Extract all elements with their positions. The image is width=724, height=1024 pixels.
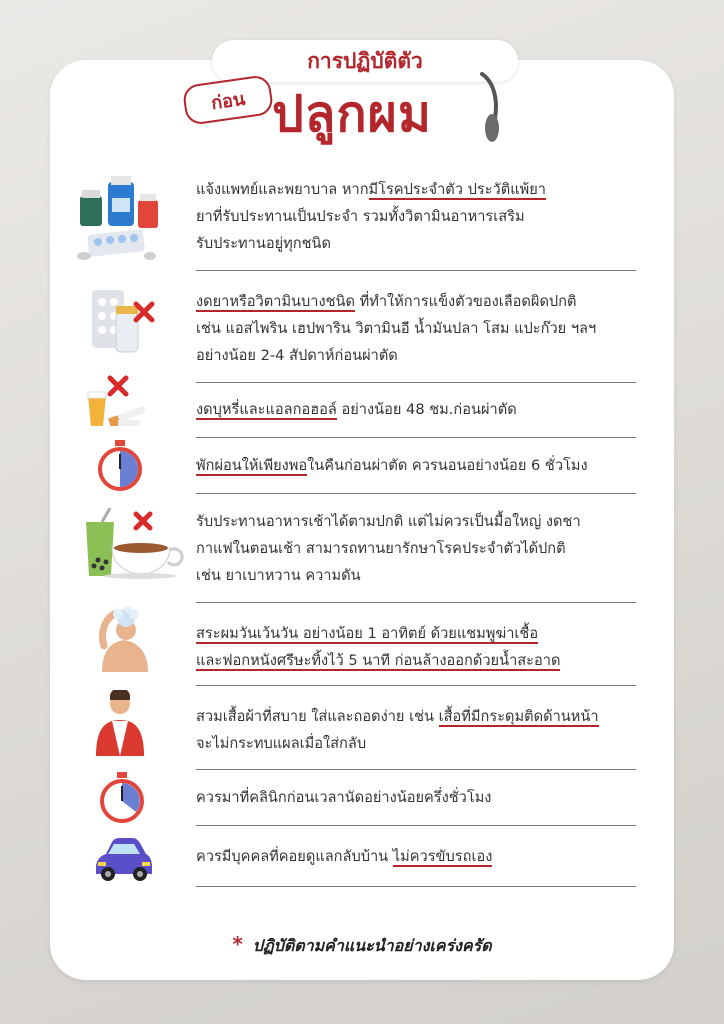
badge-label: ก่อน	[209, 88, 247, 114]
item-3-text	[196, 396, 636, 423]
footer-note	[0, 932, 724, 959]
item-6-part-2: และฟอกหนังศรีษะทิ้งไว้ 5 นาที ก่อนล้างออกด้วยน้ำสะอาด	[196, 652, 561, 669]
item-6-part-1: สระผมวันเว้นวัน อย่างน้อย 1 อาทิตย์ ด้วยแชมพูฆ่าเชื้อ	[196, 625, 539, 642]
item-7-part-2: เสื้อที่มีกระดุมติดด้านหน้า	[438, 708, 599, 725]
separator	[196, 769, 636, 770]
item-2-part-2: ที่ทำให้การแข็งตัวของเลือดผิดปกติ	[354, 293, 577, 310]
item-8-text	[196, 784, 636, 811]
separator	[196, 382, 636, 383]
item-5-part-3: เช่น ยาเบาหวาน ความดัน	[196, 567, 361, 584]
item-4-part-2: ในคืนก่อนผ่าตัด ควรนอนอย่างน้อย 6 ชั่วโมง	[307, 457, 588, 474]
asterisk: *	[232, 932, 243, 956]
item-4-text	[196, 452, 636, 479]
item-2-part-1: งดยาหรือวิตามินบางชนิด	[196, 293, 355, 310]
item-8-part-1: ควรมาที่คลินิกก่อนเวลานัดอย่างน้อยครึ่งชั่วโมง	[196, 789, 492, 806]
separator	[196, 270, 636, 271]
item-7-part-3: จะไม่กระทบแผลเมื่อใส่กลับ	[196, 735, 367, 752]
car-icon	[90, 834, 154, 884]
item-9-part-1: ควรมีบุคคลที่คอยดูแลกลับบ้าน	[196, 848, 393, 865]
item-2-part-4: อย่างน้อย 2-4 สัปดาห์ก่อนผ่าตัด	[196, 347, 398, 364]
shirt-person-icon	[92, 690, 148, 758]
separator	[196, 437, 636, 438]
no-coffee-icon	[80, 508, 188, 580]
subtitle: การปฏิบัติตัว	[307, 48, 423, 73]
item-1-part-3: ยาที่รับประทานเป็นประจำ รวมทั้งวิตามินอาหารเสริม	[196, 208, 525, 225]
footer-text: ปฏิบัติตามคำแนะนำอย่างเคร่งครัด	[252, 936, 492, 955]
separator	[196, 685, 636, 686]
page-title: ปลูกผม	[272, 85, 432, 143]
stopwatch-icon	[96, 438, 144, 492]
item-5-part-1: รับประทานอาหารเช้าได้ตามปกติ แต่ไม่ควรเป็นมื้อใหญ่ งดชา	[196, 513, 581, 530]
item-3-part-2: อย่างน้อย 48 ชม.ก่อนผ่าตัด	[336, 401, 517, 418]
hair-strand-icon	[476, 72, 502, 146]
item-7-part-1: สวมเสื้อผ้าที่สบาย ใส่และถอดง่าย เช่น	[196, 708, 439, 725]
item-4-part-1: พักผ่อนให้เพียงพอ	[196, 457, 308, 474]
no-smoking-alcohol-icon	[84, 374, 150, 432]
no-pills-icon	[86, 284, 162, 360]
item-6-text	[196, 620, 636, 674]
item-3-part-1: งดบุหรี่และแอลกอฮอล์	[196, 401, 337, 418]
separator	[196, 493, 636, 494]
item-5-part-2: กาแฟในตอนเช้า สามารถทานยารักษาโรคประจำตัวได้ปกติ	[196, 540, 566, 557]
stopwatch-icon	[98, 770, 146, 824]
item-7-text	[196, 703, 636, 757]
separator	[196, 602, 636, 603]
item-1-part-4: รับประทานอยู่ทุกชนิด	[196, 235, 331, 252]
separator	[196, 886, 636, 887]
item-9-part-2: ไม่ควรขับรถเอง	[392, 848, 493, 865]
item-1-part-2: มีโรคประจำตัว ประวัติแพ้ยา	[368, 181, 546, 198]
separator	[196, 825, 636, 826]
item-5-text	[196, 508, 636, 589]
item-1-part-1: แจ้งแพทย์และพยาบาล หาก	[196, 181, 369, 198]
hair-wash-icon	[94, 606, 156, 680]
medicine-icon	[72, 172, 164, 264]
item-9-text	[196, 843, 636, 870]
item-2-part-3: เช่น แอสไพริน เฮปพาริน วิตามินอี น้ำมันปลา โสม แปะก๊วย ฯลฯ	[196, 320, 597, 337]
item-1-text	[196, 176, 636, 257]
item-2-text	[196, 288, 636, 369]
